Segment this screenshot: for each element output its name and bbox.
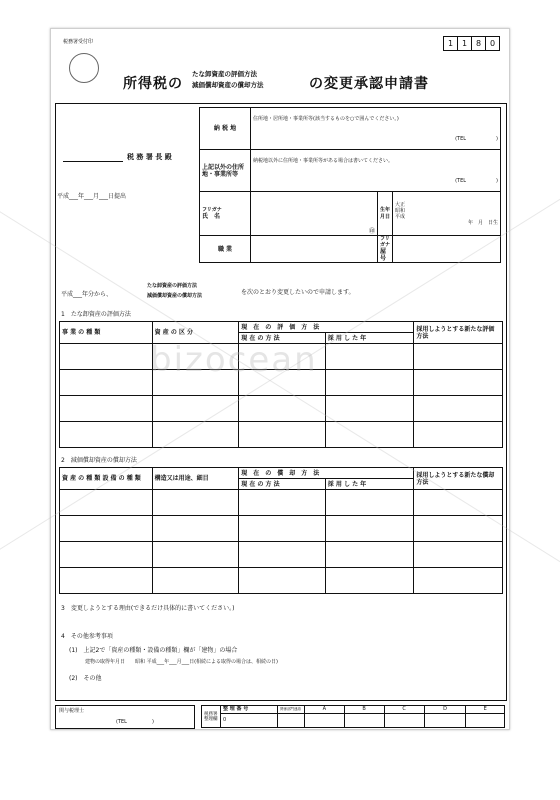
office-use-table — [201, 705, 505, 728]
office-label: 税 務 署 長 殿 — [127, 153, 172, 161]
number-box: 0 — [486, 36, 500, 51]
section2-title: 2 減価償却資産の償却方法 — [61, 457, 137, 464]
title-suffix: の変更承認申請書 — [309, 76, 429, 92]
seal-mark: ㊞ — [368, 228, 375, 235]
number-box: 1 — [458, 36, 472, 51]
intro-pre: 平成___年分から、 — [61, 291, 113, 298]
table-row — [60, 344, 503, 370]
s1-sub-method: 現 在 の 方 法 — [239, 333, 326, 344]
other-address-cell[interactable]: 納税地以外に住所地・事業所等がある場合は書いてください。 (TEL ) — [251, 150, 501, 192]
stamp-label: 税務署受付印 — [63, 39, 94, 45]
s2-header-new: 採用しようとする新たな償却方法 — [414, 468, 503, 490]
table-row — [60, 516, 503, 542]
office-use-label: 税務署 整理欄 — [202, 706, 221, 728]
s2-header-type: 資 産 の 種 類 設 備 の 種 類 — [60, 468, 153, 490]
date-line: 平成___年___月___日提出 — [57, 193, 127, 200]
s1-header-current: 現 在 の 評 価 方 法 — [239, 322, 414, 333]
intro-line1: たな卸資産の評価方法 — [147, 283, 198, 289]
table-row — [60, 396, 503, 422]
s1-sub-year: 採 用 し た 年 — [325, 333, 414, 344]
intro-post: を次のとおり変更したいので申請します。 — [241, 289, 355, 296]
title-line2: 減価償却資産の償却方法 — [192, 81, 264, 89]
job-label: 職 業 — [200, 236, 251, 263]
col-a: A — [305, 706, 345, 714]
birth-label: 生年月日 — [378, 192, 393, 236]
birth-cell[interactable]: 大正 昭和 平成 年 月 日生 — [393, 192, 501, 236]
ref-label: 整 理 番 号 — [221, 706, 278, 714]
s2-sub-method: 現 在 の 方 法 — [239, 479, 326, 490]
intro-line2: 減価償却資産の償却方法 — [147, 293, 203, 299]
col-e: E — [466, 706, 505, 714]
watermark-text: bizocean — [150, 340, 318, 380]
table-row — [60, 542, 503, 568]
table-row — [60, 568, 503, 594]
s2-sub-year: 採 用 し た 年 — [325, 479, 414, 490]
form-number — [443, 36, 500, 51]
name-field[interactable] — [251, 192, 378, 236]
taxpayer-table — [199, 107, 501, 263]
section4-item2: (2) その他 — [69, 675, 102, 682]
col-d: D — [424, 706, 466, 714]
table-row — [60, 422, 503, 448]
application-form — [50, 28, 510, 730]
office-line — [63, 161, 123, 162]
s1-header-asset: 資 産 の 区 分 — [152, 322, 239, 344]
section4-title: 4 その他参考事項 — [61, 633, 113, 640]
section4-item1: (1) 上記2で「資産の種類・設備の種類」欄が「建物」の場合 — [69, 647, 238, 654]
number-box: 8 — [472, 36, 486, 51]
s1-header-business: 事 業 の 種 類 — [60, 322, 153, 344]
stamp-circle — [69, 53, 99, 83]
shop-field[interactable] — [393, 236, 501, 263]
s2-header-current: 現 在 の 償 却 方 法 — [239, 468, 414, 479]
section2-table — [59, 467, 503, 594]
accountant-box[interactable]: 関与税理士 (TEL ) — [55, 705, 195, 729]
col-c: C — [384, 706, 424, 714]
s1-header-new: 採用しようとする新たな評価方法 — [414, 322, 503, 344]
ref-number-field[interactable]: 0 — [221, 714, 278, 728]
shop-label-cell: フリガナ 屋 号 — [378, 236, 393, 263]
section1-table — [59, 321, 503, 448]
related-label: 関係部門連絡 — [278, 706, 305, 714]
col-b: B — [344, 706, 384, 714]
other-address-label: 上記以外の住所地・事業所等 — [200, 150, 251, 192]
name-label-cell: フリガナ 氏 名 — [200, 192, 251, 236]
section4-item1b: 建物の取得年月日 昭和 平成___年___月___日(相続による取得の場合は、相続の日) — [85, 659, 278, 665]
section3-title: 3 変更しようとする理由(できるだけ具体的に書いてください。) — [61, 605, 235, 612]
section1-title: 1 たな卸資産の評価方法 — [61, 311, 131, 318]
table-row — [60, 490, 503, 516]
address-cell[interactable]: 住所地・居所地・事業所等(該当するものを○で囲んでください。) (TEL ) — [251, 108, 501, 150]
table-row — [60, 370, 503, 396]
title-line1: たな卸資産の評価方法 — [192, 70, 257, 78]
address-label: 納 税 地 — [200, 108, 251, 150]
job-field[interactable] — [251, 236, 378, 263]
number-box: 1 — [443, 36, 458, 51]
title-prefix: 所得税の — [123, 76, 183, 92]
s2-header-structure: 構造又は用途、細目 — [152, 468, 239, 490]
